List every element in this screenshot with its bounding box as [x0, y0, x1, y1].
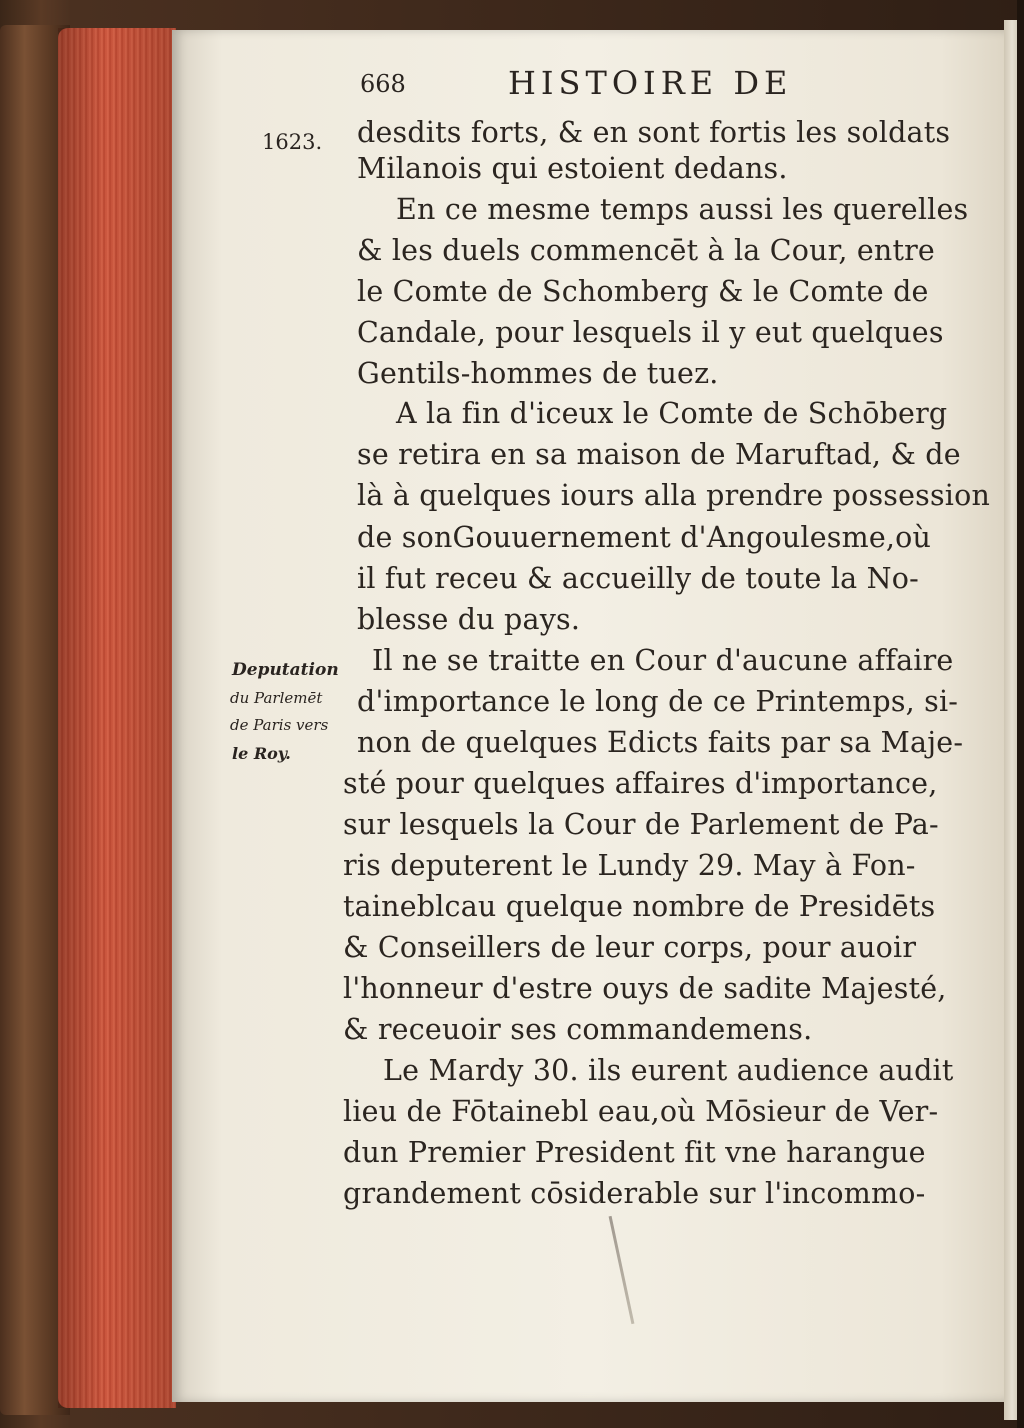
text-line: Gentils-hommes de tuez.: [357, 357, 719, 390]
page-number: 668: [360, 70, 406, 98]
margin-note-line: le Roy.: [232, 744, 291, 763]
text-line: il fut receu & accueilly de toute la No-: [357, 562, 919, 595]
text-line: lieu de Fōtainebl eau,où Mōsieur de Ver-: [343, 1095, 939, 1128]
text-line: Milanois qui estoient dedans.: [357, 152, 788, 185]
right-border: [1017, 0, 1024, 1428]
text-line: grandement cōsiderable sur l'incommo-: [343, 1177, 926, 1210]
text-line: de sonGouuernement d'Angoulesme,où: [357, 521, 932, 554]
text-line: ris deputerent le Lundy 29. May à Fon-: [343, 849, 916, 882]
margin-note-line: du Parlemēt: [230, 689, 323, 707]
text-line: A la fin d'iceux le Comte de Schōberg: [396, 397, 948, 430]
text-line: l'honneur d'estre ouys de sadite Majesté,: [343, 972, 947, 1005]
text-line: non de quelques Edicts faits par sa Maje-: [357, 726, 964, 759]
text-line: sté pour quelques affaires d'importance,: [343, 767, 938, 800]
text-line: & les duels commencēt à la Cour, entre: [357, 234, 936, 267]
text-line: Le Mardy 30. ils eurent audience audit: [383, 1054, 954, 1087]
margin-year: 1623.: [262, 130, 323, 154]
text-line: le Comte de Schomberg & le Comte de: [357, 275, 929, 308]
text-line: sur lesquels la Cour de Parlement de Pa-: [343, 808, 939, 841]
running-title: HISTOIRE DE: [508, 64, 793, 102]
text-line: là à quelques iours alla prendre possession: [357, 479, 991, 512]
text-line: taineblcau quelque nombre de Presidēts: [343, 890, 936, 923]
text-line: se retira en sa maison de Maruftad, & de: [357, 438, 961, 471]
text-line: blesse du pays.: [357, 603, 581, 636]
red-page-edges: [58, 28, 176, 1408]
text-line: desdits forts, & en sont fortis les soldats: [357, 116, 951, 149]
margin-note-line: de Paris vers: [230, 716, 329, 734]
text-line: d'importance le long de ce Printemps, si-: [357, 685, 959, 718]
text-line: Il ne se traitte en Cour d'aucune affaire: [372, 644, 954, 677]
text-line: & Conseillers de leur corps, pour auoir: [343, 931, 917, 964]
text-line: dun Premier President fit vne harangue: [343, 1136, 926, 1169]
text-line: Candale, pour lesquels il y eut quelques: [357, 316, 944, 349]
text-line: & receuoir ses commandemens.: [343, 1013, 813, 1046]
text-line: En ce mesme temps aussi les querelles: [396, 193, 969, 226]
margin-note-line: Deputation: [232, 660, 339, 680]
